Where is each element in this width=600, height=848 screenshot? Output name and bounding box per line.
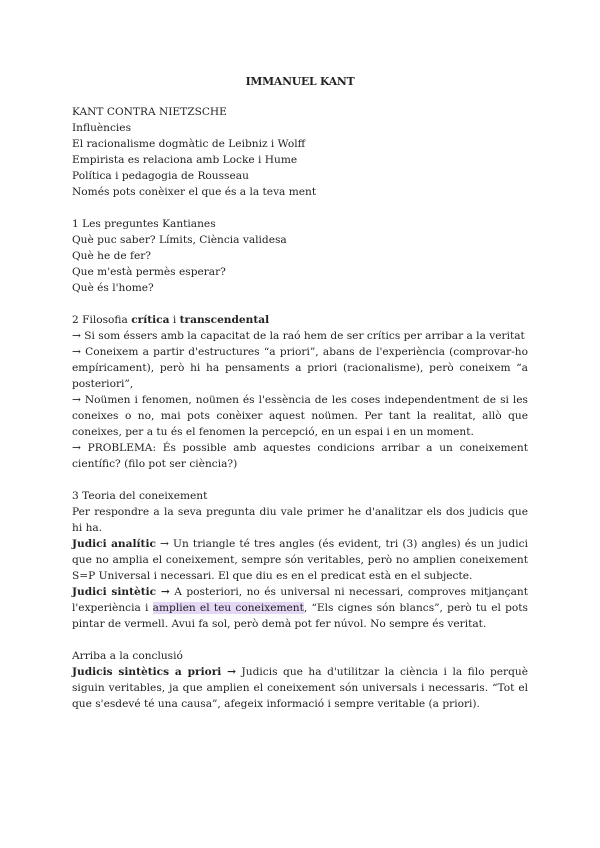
paragraph-judici-analitic (72, 536, 528, 584)
paragraph: → Coneixem a partir d'estructures “a priori”, abans de l'experiència (comprovar-ho empíricament), però hi ha pensaments a priori (racionalisme), però coneixem “a posteriori”, (72, 346, 528, 390)
text-line: Empirista es relaciona amb Locke i Hume (72, 154, 298, 166)
paragraph-judicis-sintetics-a-priori (72, 664, 528, 712)
highlighted-text: amplien el teu coneixement (152, 602, 304, 614)
heading-bold-transcendental: transcendental (179, 314, 270, 326)
spacer (72, 632, 528, 648)
section-heading: KANT CONTRA NIETZSCHE (72, 106, 227, 118)
section-heading: 3 Teoria del coneixement (72, 490, 208, 502)
text-line: Què és l'home? (72, 282, 154, 294)
paragraph: → Si som éssers amb la capacitat de la raó hem de ser crítics per arribar a la veritat (72, 330, 525, 342)
term-label: Judicis sintètics a priori → (72, 666, 237, 678)
document-body (72, 104, 528, 712)
document-title: IMMANUEL KANT (245, 75, 355, 88)
section-heading: Arriba a la conclusió (72, 650, 183, 662)
text-line: Només pots conèixer el que és a la teva ment (72, 186, 317, 198)
heading-text: 2 Filosofia (72, 314, 132, 326)
paragraph: Per respondre a la seva pregunta diu vale primer he d'analitzar els dos judicis que hi ha. (72, 506, 528, 534)
term-text: Judicis que ha d'utilitzar la ciència i la filo perquè siguin veritables, ja que amplien el coneixement són universals i necessaris. “Tot el que s'esdevé té una causa”, afegeix informació i sempre veritable (a priori). (72, 666, 528, 710)
text-line: El racionalisme dogmàtic de Leibniz i Wolff (72, 138, 306, 150)
text-line: Què he de fer? (72, 250, 151, 262)
paragraph-judici-sintetic (72, 584, 528, 632)
paragraph: → PROBLEMA: És possible amb aquestes condicions arribar a un coneixement científic? (filo pot ser ciència?) (72, 442, 528, 470)
text-line: Que m'està permès esperar? (72, 266, 226, 278)
heading-bold-critica: crítica (131, 314, 170, 326)
term-label: Judici analític (72, 538, 156, 550)
spacer (72, 200, 528, 216)
spacer (72, 472, 528, 488)
text-line: Què puc saber? Límits, Ciència validesa (72, 234, 287, 246)
section-heading: 1 Les preguntes Kantianes (72, 218, 216, 230)
text-line: Influències (72, 122, 132, 134)
term-text: A posteriori, no és universal ni necessari, comproves mitjançant l'experiència i (72, 586, 528, 614)
term-text: , “Els cignes són blancs”, però tu el pots pintar de vermell. Avui fa sol, però demà pot fer núvol. No sempre és veritat. (72, 602, 528, 630)
term-text: → Un triangle té tres angles (és evident, tri (3) angles) és un judici que no amplia el coneixement, sempre són veritables, però no amplien coneixement S=P Universal i necessari. El que diu es en el predicat està en el subjecte. (72, 538, 528, 582)
text-line: Política i pedagogia de Rousseau (72, 170, 249, 182)
section-heading (72, 312, 528, 328)
term-label: Judici sintètic → (72, 586, 170, 598)
paragraph: → Noümen i fenomen, noümen és l'essència de les coses independentment de si les coneixes o no, mai pots conèixer aquest noümen. Per tant la realitat, allò que coneixes, per a tu és el fenomen la percepció, en un espai i en un moment. (72, 394, 528, 438)
spacer (72, 296, 528, 312)
heading-text: i (169, 314, 180, 326)
